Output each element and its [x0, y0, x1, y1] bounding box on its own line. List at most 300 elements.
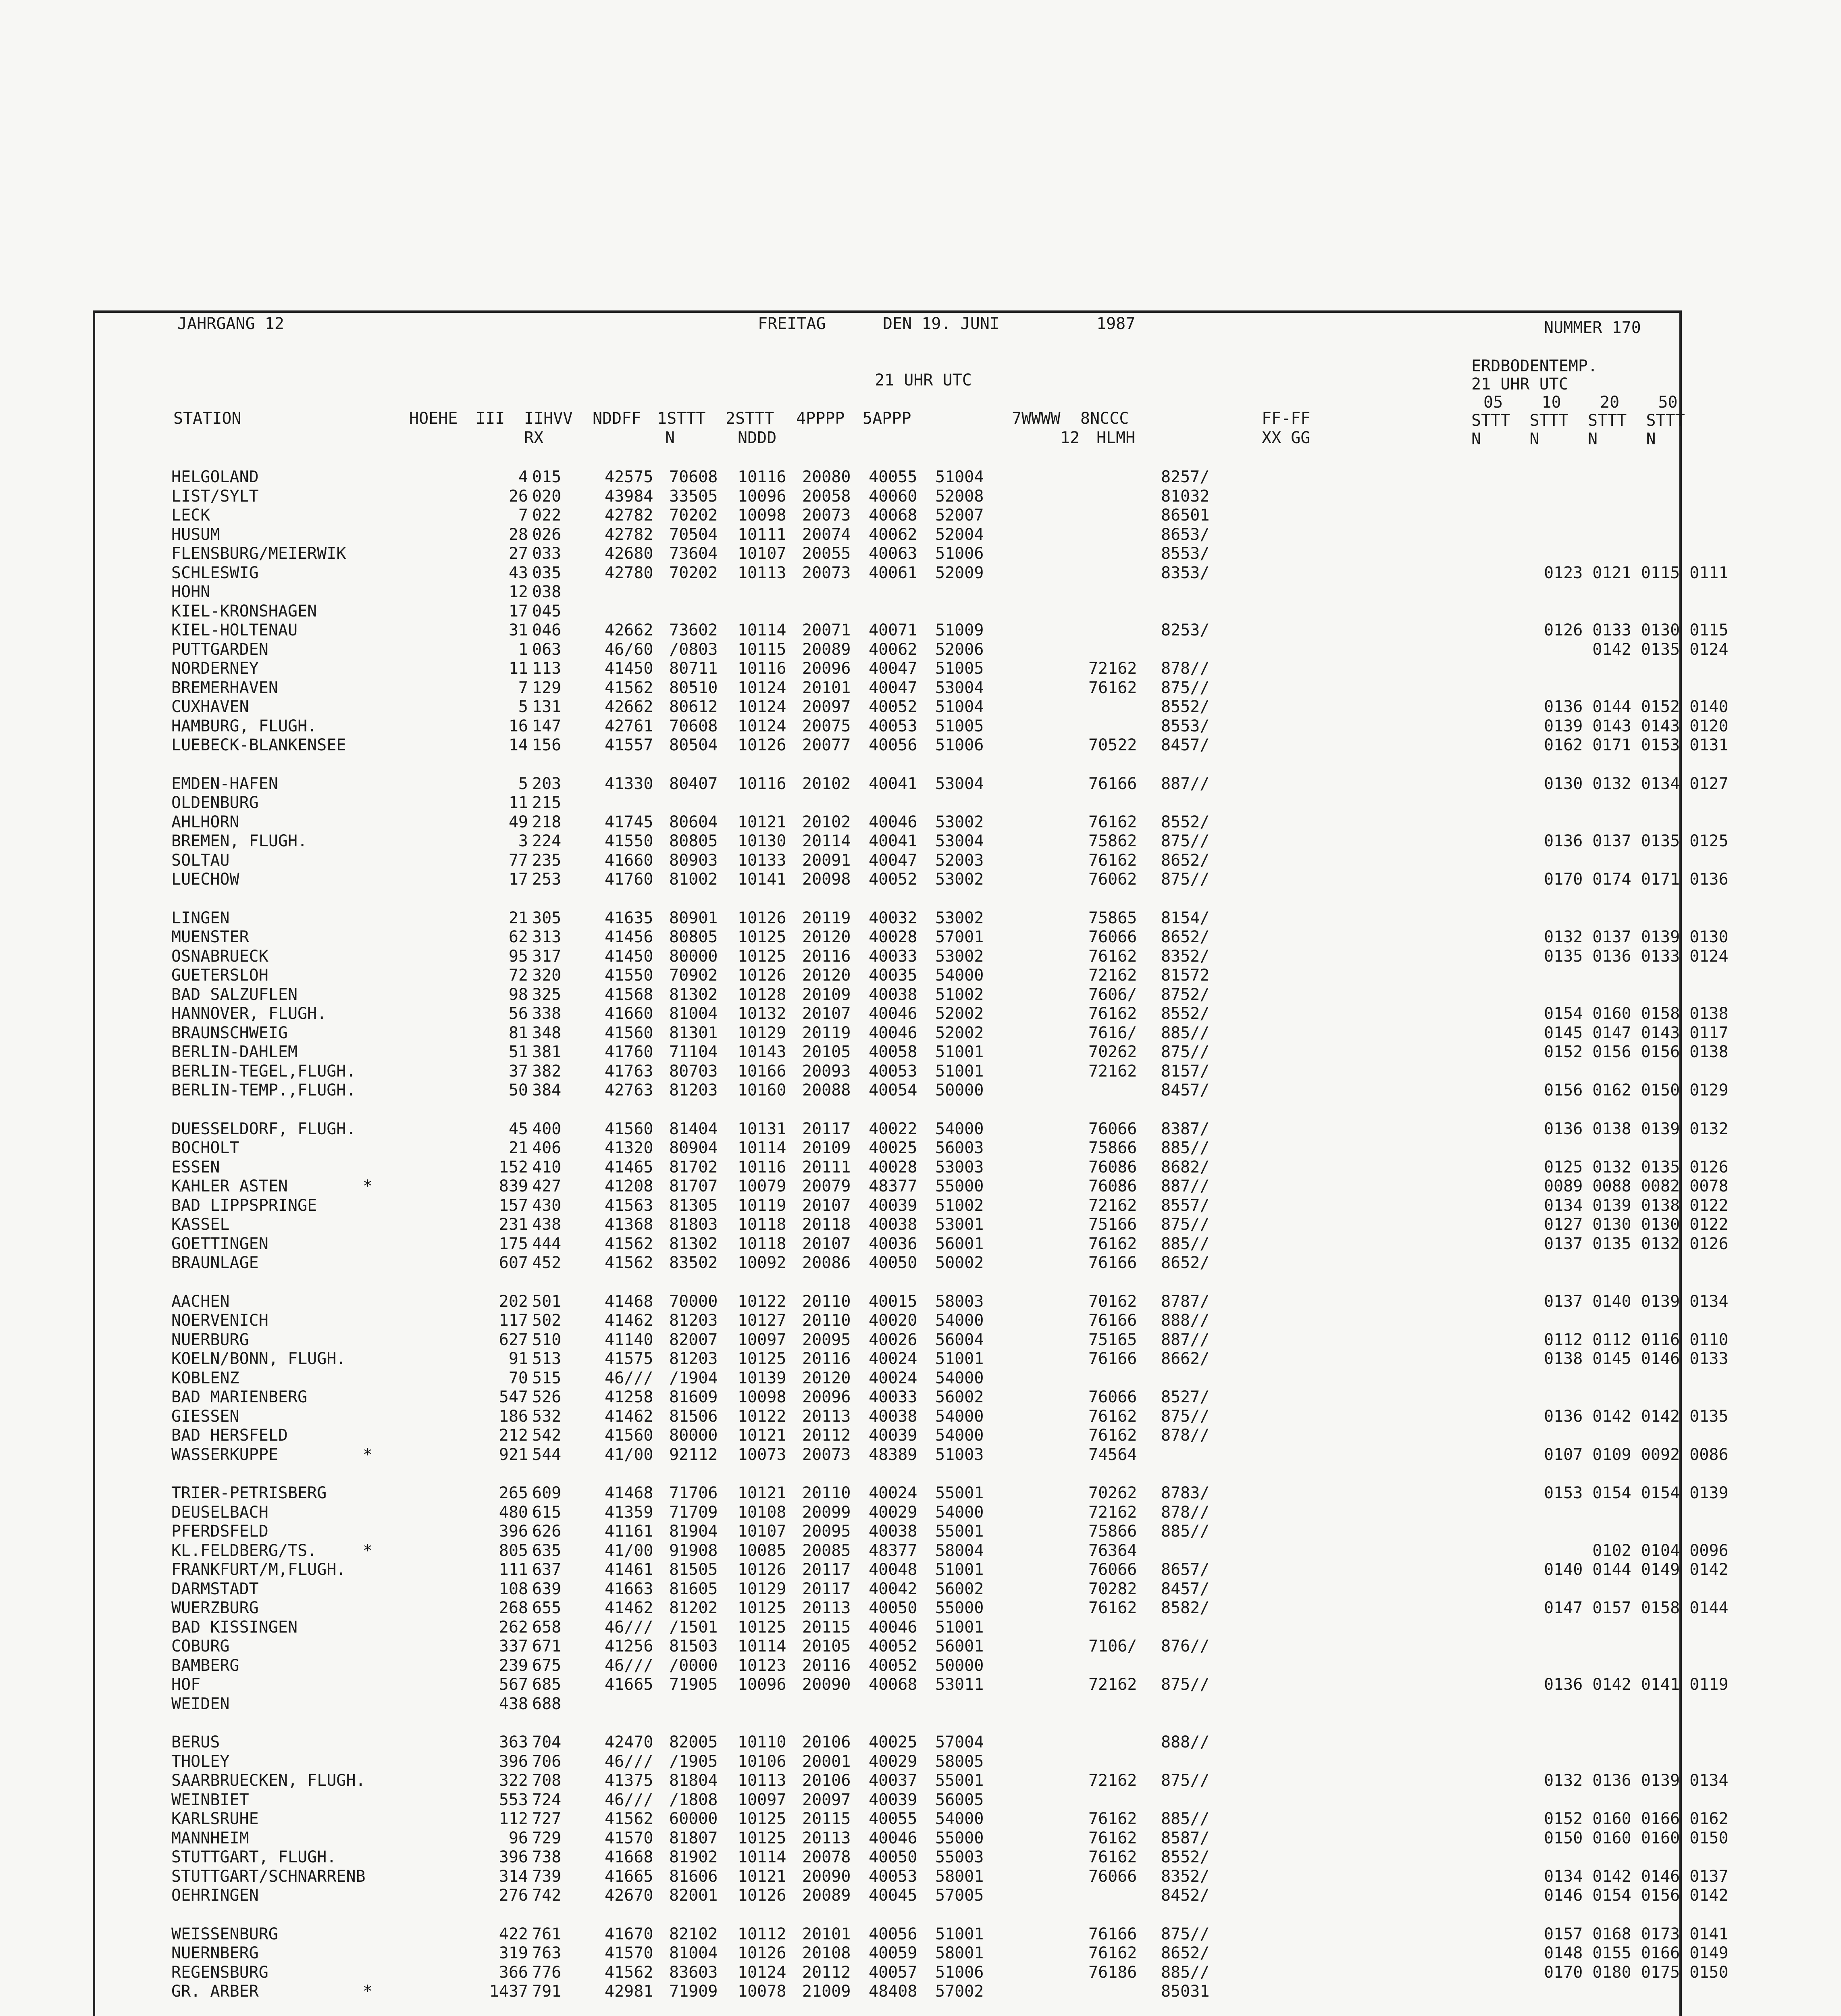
group-1sttt: 10098: [738, 1388, 786, 1406]
table-row: [81, 1043, 1729, 1062]
group-4pppp: 40046: [869, 812, 917, 831]
group-4pppp: 40053: [869, 716, 917, 735]
group-1sttt: 10114: [738, 621, 786, 639]
group-5appp: 52007: [935, 506, 984, 525]
group-4pppp: 40052: [869, 698, 917, 716]
group-5appp: 51001: [935, 1350, 984, 1368]
group-5appp: 57005: [935, 1886, 984, 1905]
station-name: CUXHAVEN: [171, 698, 249, 716]
group-2sttt: 20117: [802, 1579, 851, 1598]
group-5appp: 55001: [935, 1771, 984, 1790]
group-1sttt: 10114: [738, 1637, 786, 1656]
group-7wwww: 75166: [1088, 1215, 1137, 1234]
station-id: 410: [532, 1158, 562, 1177]
group-nddff: 73604: [669, 544, 718, 563]
group-2sttt: 20111: [802, 1158, 851, 1177]
group-nddff: 70608: [669, 716, 718, 735]
table-row: [81, 1215, 1729, 1235]
group-iihvv: 41570: [605, 1829, 653, 1847]
group-5appp: 53003: [935, 1158, 984, 1177]
table-row: [81, 659, 1612, 679]
group-iihvv: 41665: [605, 1867, 653, 1886]
group-5appp: 53002: [935, 870, 984, 889]
group-7wwww: 72162: [1088, 1062, 1137, 1081]
group-5appp: 53004: [935, 678, 984, 697]
table-row: [81, 1560, 1729, 1580]
group-nddff: 71905: [669, 1675, 718, 1694]
group-2sttt: 20118: [802, 1215, 851, 1234]
group-1sttt: 10096: [738, 487, 786, 506]
station-id: 639: [532, 1579, 562, 1598]
group-1sttt: 10160: [738, 1081, 786, 1100]
group-iihvv: 41557: [605, 736, 653, 754]
group-4pppp: 40032: [869, 908, 917, 927]
elevation: 157: [499, 1196, 528, 1215]
jahrgang: JAHRGANG 12: [177, 314, 284, 333]
elevation: 4: [518, 468, 528, 486]
group-iihvv: 41562: [605, 1963, 653, 1982]
group-8nccc: 878//: [1161, 1503, 1210, 1522]
table-row: [81, 774, 1729, 794]
elevation: 56: [508, 1004, 528, 1023]
group-5appp: 52004: [935, 525, 984, 544]
group-7wwww: 76162: [1088, 1944, 1137, 1962]
station-name: OSNABRUECK: [171, 947, 268, 966]
station-name: KARLSRUHE: [171, 1810, 259, 1828]
station-name: DUESSELDORF, FLUGH.: [171, 1119, 356, 1138]
group-1sttt: 10126: [738, 736, 786, 754]
group-1sttt: 10124: [738, 698, 786, 716]
group-2sttt: 20108: [802, 1944, 851, 1962]
group-iihvv: 41560: [605, 1023, 653, 1042]
group-iihvv: 41663: [605, 1579, 653, 1598]
table-row: [81, 1388, 1612, 1407]
table-row: [81, 1158, 1729, 1177]
elevation: 567: [499, 1675, 528, 1694]
table-row: [81, 544, 1612, 564]
group-5appp: 54000: [935, 1503, 984, 1522]
soil-temperatures: 0162 0171 0153 0131: [1544, 736, 1729, 754]
group-8nccc: 8154/: [1161, 908, 1210, 927]
table-row: [81, 966, 1612, 985]
station-id: 063: [532, 640, 562, 659]
group-iihvv: 46/60: [605, 640, 653, 659]
station-id: 129: [532, 678, 562, 697]
soil-temperatures: 0152 0160 0166 0162: [1544, 1810, 1729, 1828]
group-5appp: 56005: [935, 1790, 984, 1809]
elevation: 480: [499, 1503, 528, 1522]
elevation: 70: [508, 1368, 528, 1387]
group-8nccc: 875//: [1161, 678, 1210, 697]
group-2sttt: 20109: [802, 1139, 851, 1157]
group-5appp: 54000: [935, 1311, 984, 1330]
station-id: 671: [532, 1637, 562, 1656]
table-row: [81, 832, 1729, 851]
group-1sttt: 10107: [738, 1522, 786, 1541]
group-iihvv: 41660: [605, 1004, 653, 1023]
group-nddff: 81803: [669, 1215, 718, 1234]
table-row: [81, 698, 1729, 717]
soil-temperatures: 0136 0142 0142 0135: [1544, 1407, 1729, 1426]
group-nddff: 80510: [669, 678, 718, 697]
table-row: [81, 1292, 1729, 1312]
group-5appp: 51009: [935, 621, 984, 639]
group-4pppp: 40039: [869, 1790, 917, 1809]
group-1sttt: 10130: [738, 832, 786, 850]
group-2sttt: 20119: [802, 1023, 851, 1042]
group-iihvv: 41330: [605, 774, 653, 793]
mountain-mark: *: [363, 1445, 373, 1464]
elevation: 314: [499, 1867, 528, 1886]
group-8nccc: 8557/: [1161, 1196, 1210, 1215]
group-2sttt: 20110: [802, 1484, 851, 1502]
group-4pppp: 40024: [869, 1368, 917, 1387]
group-1sttt: 10129: [738, 1579, 786, 1598]
table-row: [81, 716, 1729, 736]
station-name: NUERBURG: [171, 1330, 249, 1349]
group-4pppp: 40071: [869, 621, 917, 639]
elevation: 921: [499, 1445, 528, 1464]
station-id: 444: [532, 1234, 562, 1253]
observation-time: 21 UHR UTC: [875, 371, 972, 389]
station-name: BAD KISSINGEN: [171, 1618, 298, 1637]
group-1sttt: 10125: [738, 928, 786, 946]
elevation: 77: [508, 851, 528, 870]
group-2sttt: 20073: [802, 506, 851, 525]
station-name: MANNHEIM: [171, 1829, 249, 1847]
station-name: BREMERHAVEN: [171, 678, 278, 697]
elevation: 31: [508, 621, 528, 639]
col-4pppp: 4PPPP: [796, 409, 845, 428]
group-8nccc: 885//: [1161, 1963, 1210, 1982]
col-7wwww-sub: 12: [1060, 429, 1080, 447]
elevation: 28: [508, 525, 528, 544]
group-8nccc: 8652/: [1161, 851, 1210, 870]
group-iihvv: 41461: [605, 1560, 653, 1579]
group-7wwww: 7606/: [1088, 985, 1137, 1004]
group-nddff: 80612: [669, 698, 718, 716]
soil-temperatures: 0135 0136 0133 0124: [1544, 947, 1729, 966]
group-iihvv: 42575: [605, 468, 653, 486]
elevation: 438: [499, 1694, 528, 1713]
group-1sttt: 10131: [738, 1119, 786, 1138]
station-id: 427: [532, 1177, 562, 1195]
group-8nccc: 887//: [1161, 1330, 1210, 1349]
table-row: [81, 1503, 1612, 1522]
group-5appp: 56003: [935, 1139, 984, 1157]
group-nddff: 80000: [669, 1426, 718, 1445]
group-7wwww: 76162: [1088, 1004, 1137, 1023]
soil-temp-title: ERDBODENTEMP.: [1471, 357, 1598, 375]
table-row: [81, 1119, 1729, 1139]
station-id: 776: [532, 1963, 562, 1982]
station-id: 131: [532, 698, 562, 716]
group-nddff: 80901: [669, 908, 718, 927]
group-1sttt: 10106: [738, 1752, 786, 1771]
group-1sttt: 10097: [738, 1330, 786, 1349]
station-id: 502: [532, 1311, 562, 1330]
station-name: FLENSBURG/MEIERWIK: [171, 544, 346, 563]
station-name: SCHLESWIG: [171, 563, 259, 582]
group-2sttt: 20101: [802, 1924, 851, 1943]
station-name: KL.FELDBERG/TS.: [171, 1541, 317, 1560]
group-5appp: 57001: [935, 928, 984, 946]
table-row: [81, 1771, 1729, 1791]
col-2sttt: 2STTT: [726, 409, 774, 428]
group-1sttt: 10128: [738, 985, 786, 1004]
group-2sttt: 20089: [802, 640, 851, 659]
station-id: 038: [532, 583, 562, 601]
station-name: OEHRINGEN: [171, 1886, 259, 1905]
station-name: KAHLER ASTEN: [171, 1177, 288, 1195]
group-7wwww: 76066: [1088, 1867, 1137, 1886]
table-row: [81, 1924, 1729, 1944]
station-name: OLDENBURG: [171, 793, 259, 812]
soil-temperatures: 0112 0112 0116 0110: [1544, 1330, 1729, 1349]
group-2sttt: 20114: [802, 832, 851, 850]
group-nddff: 81804: [669, 1771, 718, 1790]
group-5appp: 53002: [935, 908, 984, 927]
group-8nccc: 8652/: [1161, 928, 1210, 946]
group-5appp: 56001: [935, 1637, 984, 1656]
group-5appp: 57002: [935, 1982, 984, 2001]
station-name: LIST/SYLT: [171, 487, 259, 506]
table-row: [81, 1196, 1729, 1216]
elevation: 12: [508, 583, 528, 601]
group-8nccc: 875//: [1161, 1215, 1210, 1234]
station-id: 727: [532, 1810, 562, 1828]
station-name: BERLIN-DAHLEM: [171, 1043, 298, 1061]
group-5appp: 52006: [935, 640, 984, 659]
group-4pppp: 40026: [869, 1330, 917, 1349]
station-id: 626: [532, 1522, 562, 1541]
station-name: GUETERSLOH: [171, 966, 268, 985]
station-name: TRIER-PETRISBERG: [171, 1484, 327, 1502]
group-2sttt: 21009: [802, 1982, 851, 2001]
group-nddff: 81004: [669, 1944, 718, 1962]
table-row: [81, 793, 1612, 813]
group-nddff: 81302: [669, 1234, 718, 1253]
col-7wwww: 7WWWW: [1012, 409, 1061, 428]
station-name: LINGEN: [171, 908, 230, 927]
group-1sttt: 10122: [738, 1292, 786, 1311]
group-1sttt: 10125: [738, 1810, 786, 1828]
group-2sttt: 20091: [802, 851, 851, 870]
soil-temperatures: 0102 0104 0096: [1544, 1541, 1729, 1560]
group-5appp: 51005: [935, 716, 984, 735]
group-nddff: 70608: [669, 468, 718, 486]
group-2sttt: 20071: [802, 621, 851, 639]
station-id: 348: [532, 1023, 562, 1042]
station-name: HUSUM: [171, 525, 220, 544]
group-7wwww: 76166: [1088, 774, 1137, 793]
group-iihvv: 41670: [605, 1924, 653, 1943]
group-nddff: 82007: [669, 1330, 718, 1349]
station-name: LUEBECK-BLANKENSEE: [171, 736, 346, 754]
group-1sttt: 10108: [738, 1503, 786, 1522]
group-5appp: 51002: [935, 1196, 984, 1215]
group-iihvv: 46///: [605, 1656, 653, 1675]
group-8nccc: 8787/: [1161, 1292, 1210, 1311]
group-4pppp: 40028: [869, 928, 917, 946]
group-nddff: 81503: [669, 1637, 718, 1656]
station-id: 406: [532, 1139, 562, 1157]
group-iihvv: 41140: [605, 1330, 653, 1349]
group-nddff: 60000: [669, 1810, 718, 1828]
station-name: BERUS: [171, 1733, 220, 1752]
group-4pppp: 40054: [869, 1081, 917, 1100]
table-row: [81, 1330, 1729, 1350]
station-name: KOBLENZ: [171, 1368, 239, 1387]
group-nddff: 81202: [669, 1599, 718, 1617]
group-iihvv: 42782: [605, 525, 653, 544]
station-id: 320: [532, 966, 562, 985]
group-8nccc: 8552/: [1161, 812, 1210, 831]
table-row: [81, 1886, 1729, 1906]
elevation: 7: [518, 678, 528, 697]
group-1sttt: 10141: [738, 870, 786, 889]
group-4pppp: 40055: [869, 468, 917, 486]
station-id: 218: [532, 812, 562, 831]
group-nddff: 71706: [669, 1484, 718, 1502]
group-iihvv: 41368: [605, 1215, 653, 1234]
group-nddff: 81707: [669, 1177, 718, 1195]
group-7wwww: 76186: [1088, 1963, 1137, 1982]
group-7wwww: 72162: [1088, 659, 1137, 678]
group-iihvv: 41450: [605, 947, 653, 966]
table-row: [81, 1081, 1729, 1100]
group-nddff: 70202: [669, 563, 718, 582]
group-2sttt: 20117: [802, 1119, 851, 1138]
elevation: 805: [499, 1541, 528, 1560]
group-nddff: 82001: [669, 1886, 718, 1905]
group-8nccc: 8552/: [1161, 1848, 1210, 1866]
group-8nccc: 8652/: [1161, 1254, 1210, 1272]
group-spacer: [81, 1906, 1612, 1925]
station-name: PFERDSFELD: [171, 1522, 268, 1541]
group-2sttt: 20096: [802, 659, 851, 678]
group-iihvv: 42670: [605, 1886, 653, 1905]
group-1sttt: 10124: [738, 716, 786, 735]
soil-temperatures: 0146 0154 0156 0142: [1544, 1886, 1729, 1905]
group-8nccc: 8553/: [1161, 716, 1210, 735]
table-row: [81, 909, 1612, 928]
group-nddff: 81609: [669, 1388, 718, 1406]
col-ff: FF-FF: [1262, 409, 1311, 428]
group-4pppp: 40046: [869, 1618, 917, 1637]
soil-temperatures: 0127 0130 0130 0122: [1544, 1215, 1729, 1234]
elevation: 231: [499, 1215, 528, 1234]
group-1sttt: 10166: [738, 1062, 786, 1081]
group-1sttt: 10085: [738, 1541, 786, 1560]
group-iihvv: 41462: [605, 1311, 653, 1330]
group-8nccc: 8587/: [1161, 1829, 1210, 1847]
elevation: 366: [499, 1963, 528, 1982]
group-5appp: 51001: [935, 1062, 984, 1081]
group-1sttt: 10097: [738, 1790, 786, 1809]
group-2sttt: 20075: [802, 716, 851, 735]
group-7wwww: 75865: [1088, 908, 1137, 927]
group-2sttt: 20110: [802, 1292, 851, 1311]
station-id: 704: [532, 1733, 562, 1752]
group-nddff: /1808: [669, 1790, 718, 1809]
elevation: 50: [508, 1081, 528, 1100]
elevation: 117: [499, 1311, 528, 1330]
elevation: 396: [499, 1848, 528, 1866]
table-row: [81, 1848, 1612, 1867]
table-row: [81, 1580, 1612, 1599]
group-1sttt: 10121: [738, 812, 786, 831]
group-7wwww: 76066: [1088, 1560, 1137, 1579]
station-name: WEISSENBURG: [171, 1924, 278, 1943]
soil-temperatures: 0156 0162 0150 0129: [1544, 1081, 1729, 1100]
group-8nccc: 887//: [1161, 774, 1210, 793]
group-4pppp: 40024: [869, 1350, 917, 1368]
group-5appp: 54000: [935, 1119, 984, 1138]
group-1sttt: 10126: [738, 966, 786, 985]
elevation: 91: [508, 1350, 528, 1368]
elevation: 627: [499, 1330, 528, 1349]
group-7wwww: 76364: [1088, 1541, 1137, 1560]
group-8nccc: 8662/: [1161, 1350, 1210, 1368]
table-row: [81, 1791, 1612, 1810]
elevation: 262: [499, 1618, 528, 1637]
elevation: 265: [499, 1484, 528, 1502]
group-nddff: 81404: [669, 1119, 718, 1138]
table-row: [81, 1445, 1729, 1465]
group-iihvv: 41763: [605, 1062, 653, 1081]
group-1sttt: 10122: [738, 1407, 786, 1426]
group-nddff: 81605: [669, 1579, 718, 1598]
group-iihvv: 46///: [605, 1618, 653, 1637]
group-1sttt: 10126: [738, 1886, 786, 1905]
station-id: 513: [532, 1350, 562, 1368]
group-spacer: [81, 1714, 1612, 1733]
group-iihvv: 41359: [605, 1503, 653, 1522]
group-7wwww: 76162: [1088, 1234, 1137, 1253]
group-8nccc: 8783/: [1161, 1484, 1210, 1502]
station-id: 438: [532, 1215, 562, 1234]
group-nddff: 80903: [669, 851, 718, 870]
table-row: [81, 1407, 1729, 1427]
station-id: 430: [532, 1196, 562, 1215]
table-row: [81, 1062, 1612, 1081]
elevation: 112: [499, 1810, 528, 1828]
elevation: 5: [518, 774, 528, 793]
table-row: [81, 1810, 1729, 1829]
group-8nccc: 885//: [1161, 1139, 1210, 1157]
group-5appp: 55000: [935, 1177, 984, 1195]
soil-temperatures: 0154 0160 0158 0138: [1544, 1004, 1729, 1023]
group-iihvv: 42763: [605, 1081, 653, 1100]
elevation: 322: [499, 1771, 528, 1790]
table-row: [81, 1829, 1729, 1848]
group-8nccc: 8352/: [1161, 1867, 1210, 1886]
group-2sttt: 20109: [802, 985, 851, 1004]
group-4pppp: 40047: [869, 659, 917, 678]
group-iihvv: 42981: [605, 1982, 653, 2001]
group-7wwww: 76166: [1088, 1350, 1137, 1368]
station-name: WEIDEN: [171, 1694, 230, 1713]
group-8nccc: 8653/: [1161, 525, 1210, 544]
group-nddff: 81004: [669, 1004, 718, 1023]
group-5appp: 51005: [935, 659, 984, 678]
group-nddff: 81203: [669, 1311, 718, 1330]
group-2sttt: 20107: [802, 1004, 851, 1023]
elevation: 337: [499, 1637, 528, 1656]
group-5appp: 51001: [935, 1924, 984, 1943]
elevation: 26: [508, 487, 528, 506]
